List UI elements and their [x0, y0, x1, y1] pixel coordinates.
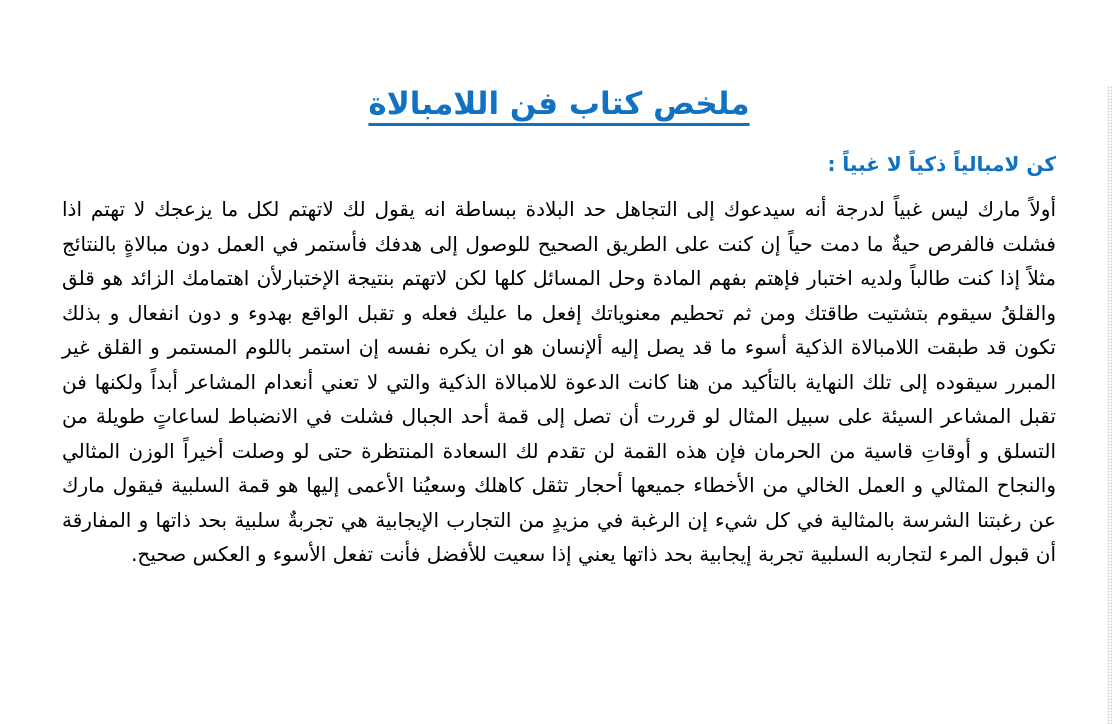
vertical-scrollbar-track[interactable] — [1107, 86, 1112, 724]
section-heading[interactable]: كن لامبالياً ذكياً لا غبياً : — [827, 152, 1056, 176]
body-paragraph[interactable]: أولاً مارك ليس غبياً لدرجة أنه سيدعوك إلى التجاهل حد البلادة ببساطة انه يقول لك لاتهتم لكل ما يزعجك لا تهتم اذا فشلت فالفرص حيةٌ ما دمت حياً إن كنت على الطريق الصحيح للوصول إلى هدفك فأستمر في العمل دون مبالاةٍ بالنتائج مثلاً إذا كنت طالباً ولديه اختبار فإهتم بفهم المادة وحل المسائل كلها لكن لاتهتم بنتيجة الإختبارلأن اهتمامك الزائد هو قلق والقلقُ سيقوم بتشتيت طاقتك ومن ثم تحطيم معنوياتك إفعل ما عليك فعله و تقبل الواقع بهدوء و دون انفعال و بذلك تكون قد طبقت اللامبالاة الذكية أسوء ما قد يصل إليه ألإنسان هو ان يكره نفسه إن استمر باللوم المستمر و القلق غير المبرر سيقوده إلى تلك النهاية بالتأكيد من هنا كانت الدعوة للامبالاة الذكية والتي لا تعني أنعدام المشاعر أبداً ولكنها فن تقبل المشاعر السيئة على سبيل المثال لو قررت أن تصل إلى قمة أحد الجبال فشلت في الانضباط لساعاتٍ طويلة من التسلق و أوقاتِ قاسية من الحرمان فإن هذه القمة لن تقدم لك السعادة المنتظرة حتى لو وصلت أخيراً الوزن المثالي والنجاح المثالي و العمل الخالي من الأخطاء جميعها أحجار تثقل كاهلك وسعيُنا الأعمى إليها هو قمة السلبية فيقول مارك عن رغبتنا الشرسة بالمثالية في كل شيء إن الرغبة في مزيدٍ من التجارب الإيجابية هي تجربةٌ سلبية بحد ذاتها و المفارقة أن قبول المرء لتجاربه السلبية تجربة إيجابية بحد ذاتها يعني إذا سعيت للأفضل فأنت تفعل الأسوء و العكس صحيح. — [62, 197, 1056, 566]
document-title[interactable]: ملخص كتاب فن اللامبالاة — [368, 86, 750, 122]
document-page[interactable] — [0, 86, 1114, 724]
